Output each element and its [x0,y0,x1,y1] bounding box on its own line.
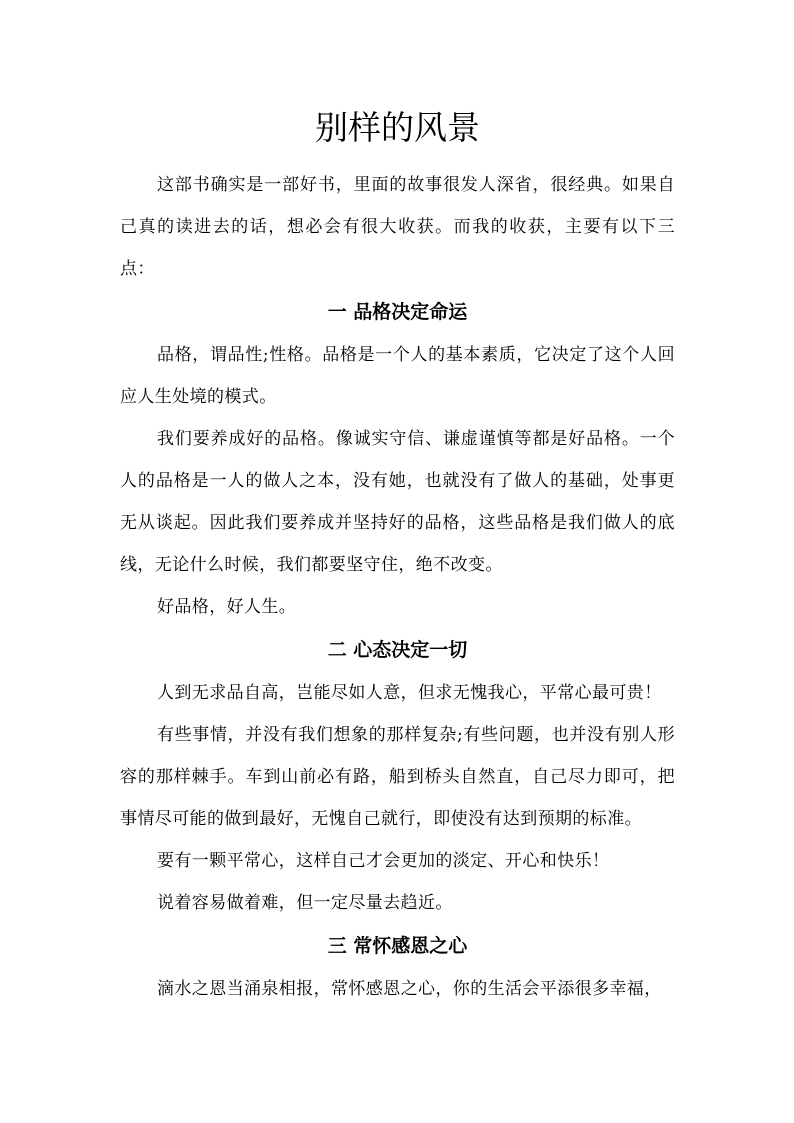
section-2-paragraph-4: 说着容易做着难，但一定尽量去趋近。 [157,893,453,913]
section-1-paragraph-2: 我们要养成好的品格。像诚实守信、谦虚谨慎等都是好品格。一个人的品格是一人的做人之本，没有她，也就没有了做人的基础，处事更无从谈起。因此我们要养成并坚持好的品格，这些品格是我们做人的底线，无论什么时候，我们都要坚守住，绝不改变。 [120,429,675,575]
section-1-heading: 一 品格决定命运 [327,301,468,323]
section-1-paragraph-3: 好品格，好人生。 [157,597,297,617]
section-1-paragraph-1: 品格，谓品性;性格。品格是一个人的基本素质，它决定了这个人回应人生处境的模式。 [120,345,675,407]
intro-paragraph: 这部书确实是一部好书，里面的故事很发人深省，很经典。如果自己真的读进去的话，想必会有很大收获。而我的收获，主要有以下三点： [120,175,675,279]
section-2-paragraph-1: 人到无求品自高，岂能尽如人意，但求无愧我心，平常心最可贵！ [157,683,662,703]
section-2-paragraph-3: 要有一颗平常心，这样自己才会更加的淡定、开心和快乐！ [157,851,610,871]
section-3-paragraph-1: 滴水之恩当涌泉相报，常怀感恩之心，你的生活会平添很多幸福， [157,979,662,999]
section-3-heading: 三 常怀感恩之心 [327,935,468,957]
section-2-paragraph-2: 有些事情，并没有我们想象的那样复杂;有些问题，也并没有别人形容的那样棘手。车到山前必有路，船到桥头自然直，自己尽力即可，把事情尽可能的做到最好，无愧自己就行，即使没有达到预期的标准。 [120,725,675,829]
document-page [120,100,675,1010]
section-2-heading: 二 心态决定一切 [327,639,468,661]
document-title: 别样的风景 [315,108,480,147]
